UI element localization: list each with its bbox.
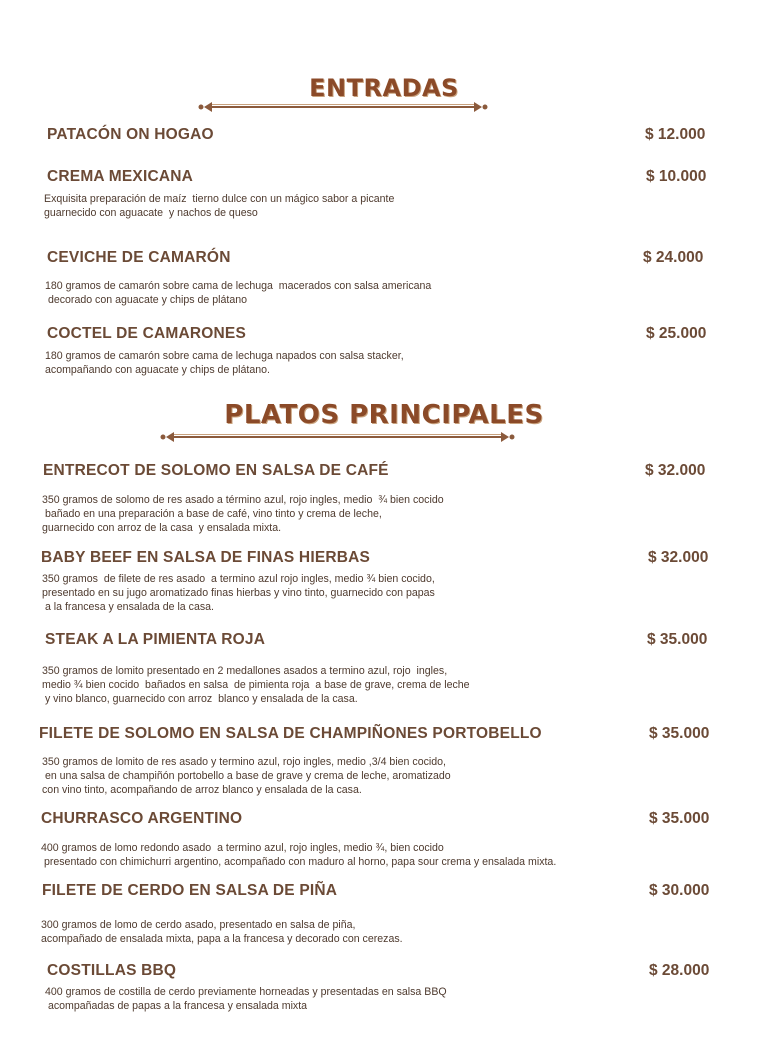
dish-name: CREMA MEXICANA bbox=[47, 168, 194, 185]
dish-price: $ 35.000 bbox=[649, 725, 710, 742]
section-title-platos-principales: PLATOS PRINCIPALES bbox=[224, 400, 544, 430]
dish-price: $ 24.000 bbox=[643, 249, 704, 266]
dish-description: 350 gramos de lomito de res asado y termino azul, rojo ingles, medio ,3/4 bien cocido, en una salsa de champiñón portobello a base de grave y crema de leche, aromatizado con vino tinto, acompañando de arroz blanco y ensalada de la casa. bbox=[42, 756, 451, 796]
dish-description: Exquisita preparación de maíz tierno dulce con un mágico sabor a picante guarnecido con aguacate y nachos de queso bbox=[44, 193, 395, 219]
dish-description: 350 gramos de lomito presentado en 2 medallones asados a termino azul, rojo ingles, medio ¾ bien cocido bañados en salsa de pimienta roja a base de grave, crema de leche y vino blanco, guarnecido con arroz blanco y ensalada de la casa. bbox=[42, 665, 470, 705]
dish-price: $ 32.000 bbox=[648, 549, 709, 566]
section-title-entradas: ENTRADAS bbox=[309, 74, 459, 102]
dish-name: FILETE DE SOLOMO EN SALSA DE CHAMPIÑONES PORTOBELLO bbox=[39, 725, 542, 742]
dish-name: PATACÓN ON HOGAO bbox=[47, 126, 214, 143]
dish-name: COCTEL DE CAMARONES bbox=[47, 325, 246, 342]
dish-description: 350 gramos de solomo de res asado a término azul, rojo ingles, medio ¾ bien cocido bañado en una preparación a base de café, vino tinto y crema de leche, guarnecido con arroz de la casa y ensalada mixta. bbox=[42, 494, 444, 534]
dish-description: 350 gramos de filete de res asado a termino azul rojo ingles, medio ¾ bien cocido, presentado en su jugo aromatizado finas hierbas y vino tinto, guarnecido con papas a la francesa y ensalada de la casa. bbox=[42, 573, 435, 613]
dish-name: CHURRASCO ARGENTINO bbox=[41, 810, 243, 827]
dish-name: CEVICHE DE CAMARÓN bbox=[47, 249, 231, 266]
dish-description: 180 gramos de camarón sobre cama de lechuga napados con salsa stacker, acompañando con aguacate y chips de plátano. bbox=[45, 350, 404, 376]
ornamental-divider bbox=[160, 430, 515, 444]
dish-description: 180 gramos de camarón sobre cama de lechuga macerados con salsa americana decorado con aguacate y chips de plátano bbox=[45, 280, 432, 306]
dish-name: FILETE DE CERDO EN SALSA DE PIÑA bbox=[42, 882, 338, 899]
dish-price: $ 25.000 bbox=[646, 325, 707, 342]
dish-price: $ 32.000 bbox=[645, 462, 706, 479]
dish-name: COSTILLAS BBQ bbox=[47, 962, 177, 979]
dish-price: $ 30.000 bbox=[649, 882, 710, 899]
dish-price: $ 28.000 bbox=[649, 962, 710, 979]
dish-name: ENTRECOT DE SOLOMO EN SALSA DE CAFÉ bbox=[43, 462, 389, 479]
dish-price: $ 35.000 bbox=[647, 631, 708, 648]
dish-description: 400 gramos de costilla de cerdo previamente horneadas y presentadas en salsa BBQ acompañadas de papas a la francesa y ensalada mixta bbox=[45, 986, 447, 1012]
ornamental-divider bbox=[198, 100, 488, 114]
dish-price: $ 10.000 bbox=[646, 168, 707, 185]
dish-name: BABY BEEF EN SALSA DE FINAS HIERBAS bbox=[41, 549, 371, 566]
dish-price: $ 35.000 bbox=[649, 810, 710, 827]
dish-name: STEAK A LA PIMIENTA ROJA bbox=[45, 631, 266, 648]
dish-price: $ 12.000 bbox=[645, 126, 706, 143]
dish-description: 300 gramos de lomo de cerdo asado, presentado en salsa de piña, acompañado de ensalada mixta, papa a la francesa y decorado con cerezas. bbox=[41, 919, 403, 945]
dish-description: 400 gramos de lomo redondo asado a termino azul, rojo ingles, medio ¾, bien cocido presentado con chimichurri argentino, acompañado con maduro al horno, papa sour crema y ensalada mixta. bbox=[41, 842, 557, 868]
